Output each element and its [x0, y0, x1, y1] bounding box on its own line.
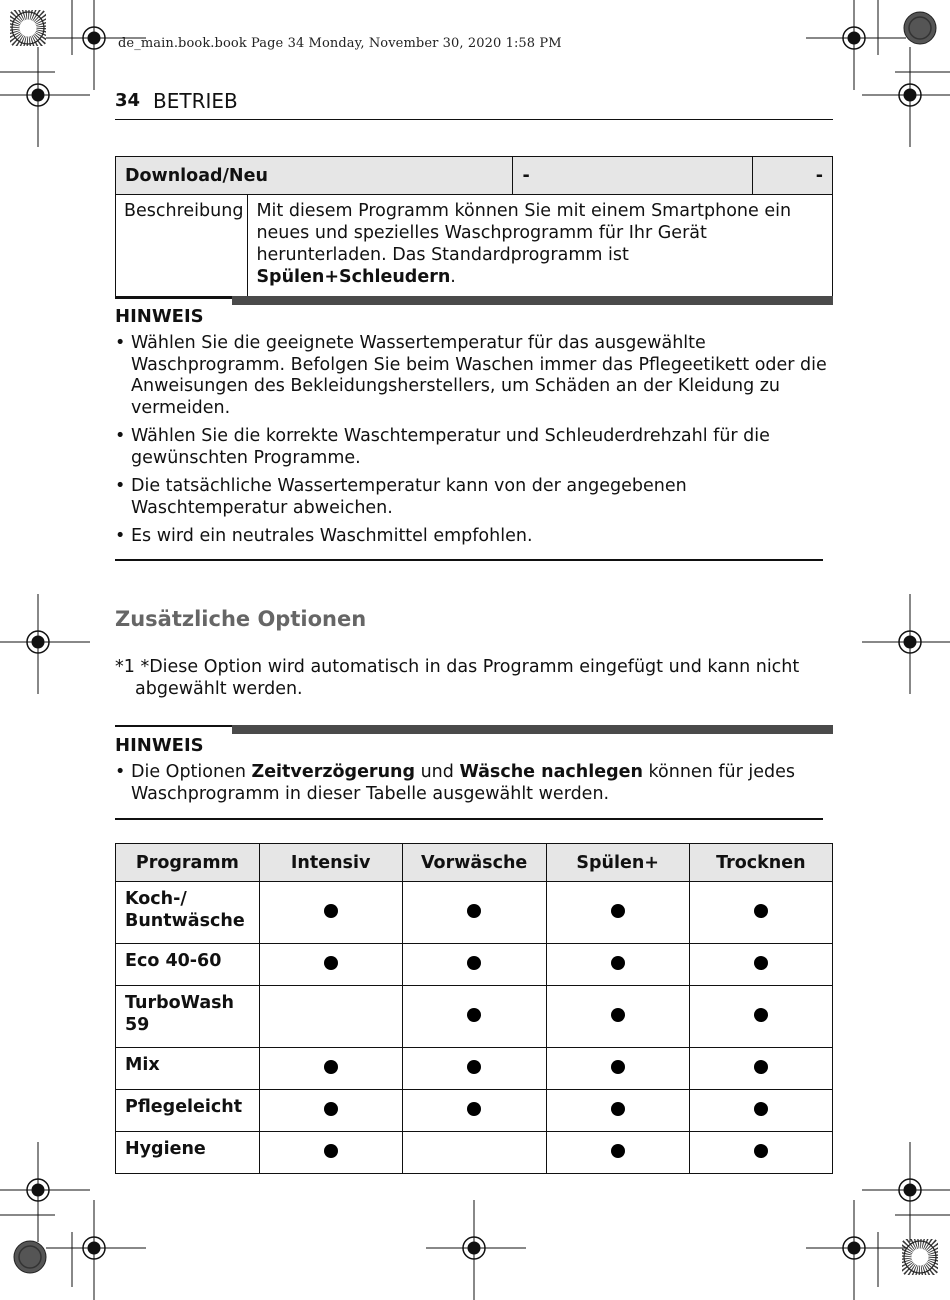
program-label: Koch-/ Buntwäsche	[116, 882, 260, 944]
program-label: Pflegeleicht	[116, 1090, 260, 1132]
available-dot-icon	[467, 956, 481, 970]
program-value-cell: -	[513, 157, 753, 195]
print-slug: de_main.book.book Page 34 Monday, November 30, 2020 1:58 PM	[118, 36, 562, 51]
available-dot-icon	[611, 1060, 625, 1074]
option-cell	[546, 1090, 689, 1132]
option-cell	[259, 1090, 402, 1132]
available-dot-icon	[324, 1102, 338, 1116]
option-cell	[402, 944, 546, 986]
available-dot-icon	[324, 956, 338, 970]
available-dot-icon	[754, 904, 768, 918]
registration-target-icon	[806, 1200, 906, 1300]
registration-target-icon	[862, 594, 950, 694]
available-dot-icon	[611, 904, 625, 918]
program-description-row	[116, 195, 833, 299]
option-cell	[402, 882, 546, 944]
column-header: Intensiv	[259, 844, 402, 882]
available-dot-icon	[754, 1008, 768, 1022]
description-label: Beschreibung	[116, 195, 248, 299]
program-label: Mix	[116, 1048, 260, 1090]
option-cell	[689, 986, 832, 1048]
available-dot-icon	[754, 1144, 768, 1158]
note-title: HINWEIS	[115, 306, 204, 327]
option-cell	[689, 1090, 832, 1132]
note-title: HINWEIS	[115, 735, 204, 756]
registration-target-icon	[862, 47, 950, 147]
options-table	[115, 843, 833, 1174]
star-target-icon	[10, 10, 46, 46]
option-cell	[259, 882, 402, 944]
gray-target-icon	[902, 10, 938, 46]
option-cell	[259, 944, 402, 986]
available-dot-icon	[467, 1008, 481, 1022]
available-dot-icon	[754, 1102, 768, 1116]
program-name-cell: Download/Neu	[116, 157, 513, 195]
option-cell	[259, 1132, 402, 1174]
registration-target-icon	[426, 1200, 526, 1300]
option-cell	[546, 986, 689, 1048]
note-list	[115, 762, 833, 812]
option-cell	[546, 882, 689, 944]
option-cell	[689, 944, 832, 986]
option-cell	[259, 986, 402, 1048]
description-bold: Spülen+Schleudern	[256, 267, 451, 287]
column-header: Trocknen	[689, 844, 832, 882]
page-number: 34	[115, 90, 141, 111]
options-header-row	[116, 844, 833, 882]
table-row	[116, 882, 833, 944]
registration-target-icon	[0, 47, 90, 147]
list-item: • Es wird ein neutrales Waschmittel empfohlen.	[115, 526, 833, 548]
option-cell	[689, 1132, 832, 1174]
available-dot-icon	[611, 956, 625, 970]
description-text: Mit diesem Programm können Sie mit einem Smartphone ein neues und spezielles Waschprogramm für Ihr Gerät herunterladen. Das Standardprogramm ist Spülen+Schleudern.	[248, 195, 833, 299]
table-row	[116, 1048, 833, 1090]
program-label: Hygiene	[116, 1132, 260, 1174]
column-header: Vorwäsche	[402, 844, 546, 882]
available-dot-icon	[324, 1060, 338, 1074]
footnote: *1 *Diese Option wird automatisch in das Programm eingefügt und kann nicht abgewählt werden.	[115, 657, 800, 699]
option-cell	[402, 986, 546, 1048]
section-heading: Zusätzliche Optionen	[115, 607, 367, 631]
available-dot-icon	[324, 904, 338, 918]
option-cell	[546, 1048, 689, 1090]
program-label: TurboWash 59	[116, 986, 260, 1048]
list-item: • Wählen Sie die geeignete Wassertemperatur für das ausgewählte Waschprogramm. Befolgen Sie beim Waschen immer das Pflegeetikett oder die Anweisungen des Bekleidungsherstellers, um Schäden an der Kleidung zu vermeiden.	[115, 333, 833, 419]
program-value-cell: -	[753, 157, 833, 195]
available-dot-icon	[324, 1144, 338, 1158]
list-item: • Die tatsächliche Wassertemperatur kann von der angegebenen Waschtemperatur abweichen.	[115, 476, 833, 519]
registration-target-icon	[0, 594, 90, 694]
list-item: • Wählen Sie die korrekte Waschtemperatur und Schleuderdrehzahl für die gewünschten Programme.	[115, 426, 833, 469]
available-dot-icon	[754, 1060, 768, 1074]
section-title: BETRIEB	[153, 89, 238, 113]
available-dot-icon	[611, 1144, 625, 1158]
option-cell	[402, 1132, 546, 1174]
page-header	[115, 88, 833, 120]
available-dot-icon	[611, 1008, 625, 1022]
table-row	[116, 1090, 833, 1132]
available-dot-icon	[754, 956, 768, 970]
available-dot-icon	[611, 1102, 625, 1116]
column-header: Spülen+	[546, 844, 689, 882]
option-cell	[689, 1048, 832, 1090]
option-cell	[689, 882, 832, 944]
program-label: Eco 40-60	[116, 944, 260, 986]
list-item: • Die Optionen Zeitverzögerung und Wäsche nachlegen können für jedes Waschprogramm in dieser Tabelle ausgewählt werden.	[115, 762, 833, 805]
option-cell	[546, 1132, 689, 1174]
program-table	[115, 156, 833, 299]
program-table-header	[116, 157, 833, 195]
table-row	[116, 1132, 833, 1174]
column-header: Programm	[116, 844, 260, 882]
registration-target-icon	[46, 1200, 146, 1300]
available-dot-icon	[467, 1102, 481, 1116]
table-row	[116, 944, 833, 986]
option-cell	[259, 1048, 402, 1090]
option-cell	[402, 1048, 546, 1090]
available-dot-icon	[467, 904, 481, 918]
gray-target-icon	[12, 1239, 48, 1275]
option-cell	[546, 944, 689, 986]
star-target-icon	[902, 1239, 938, 1275]
note-list	[115, 333, 833, 555]
available-dot-icon	[467, 1060, 481, 1074]
table-row	[116, 986, 833, 1048]
option-cell	[402, 1090, 546, 1132]
